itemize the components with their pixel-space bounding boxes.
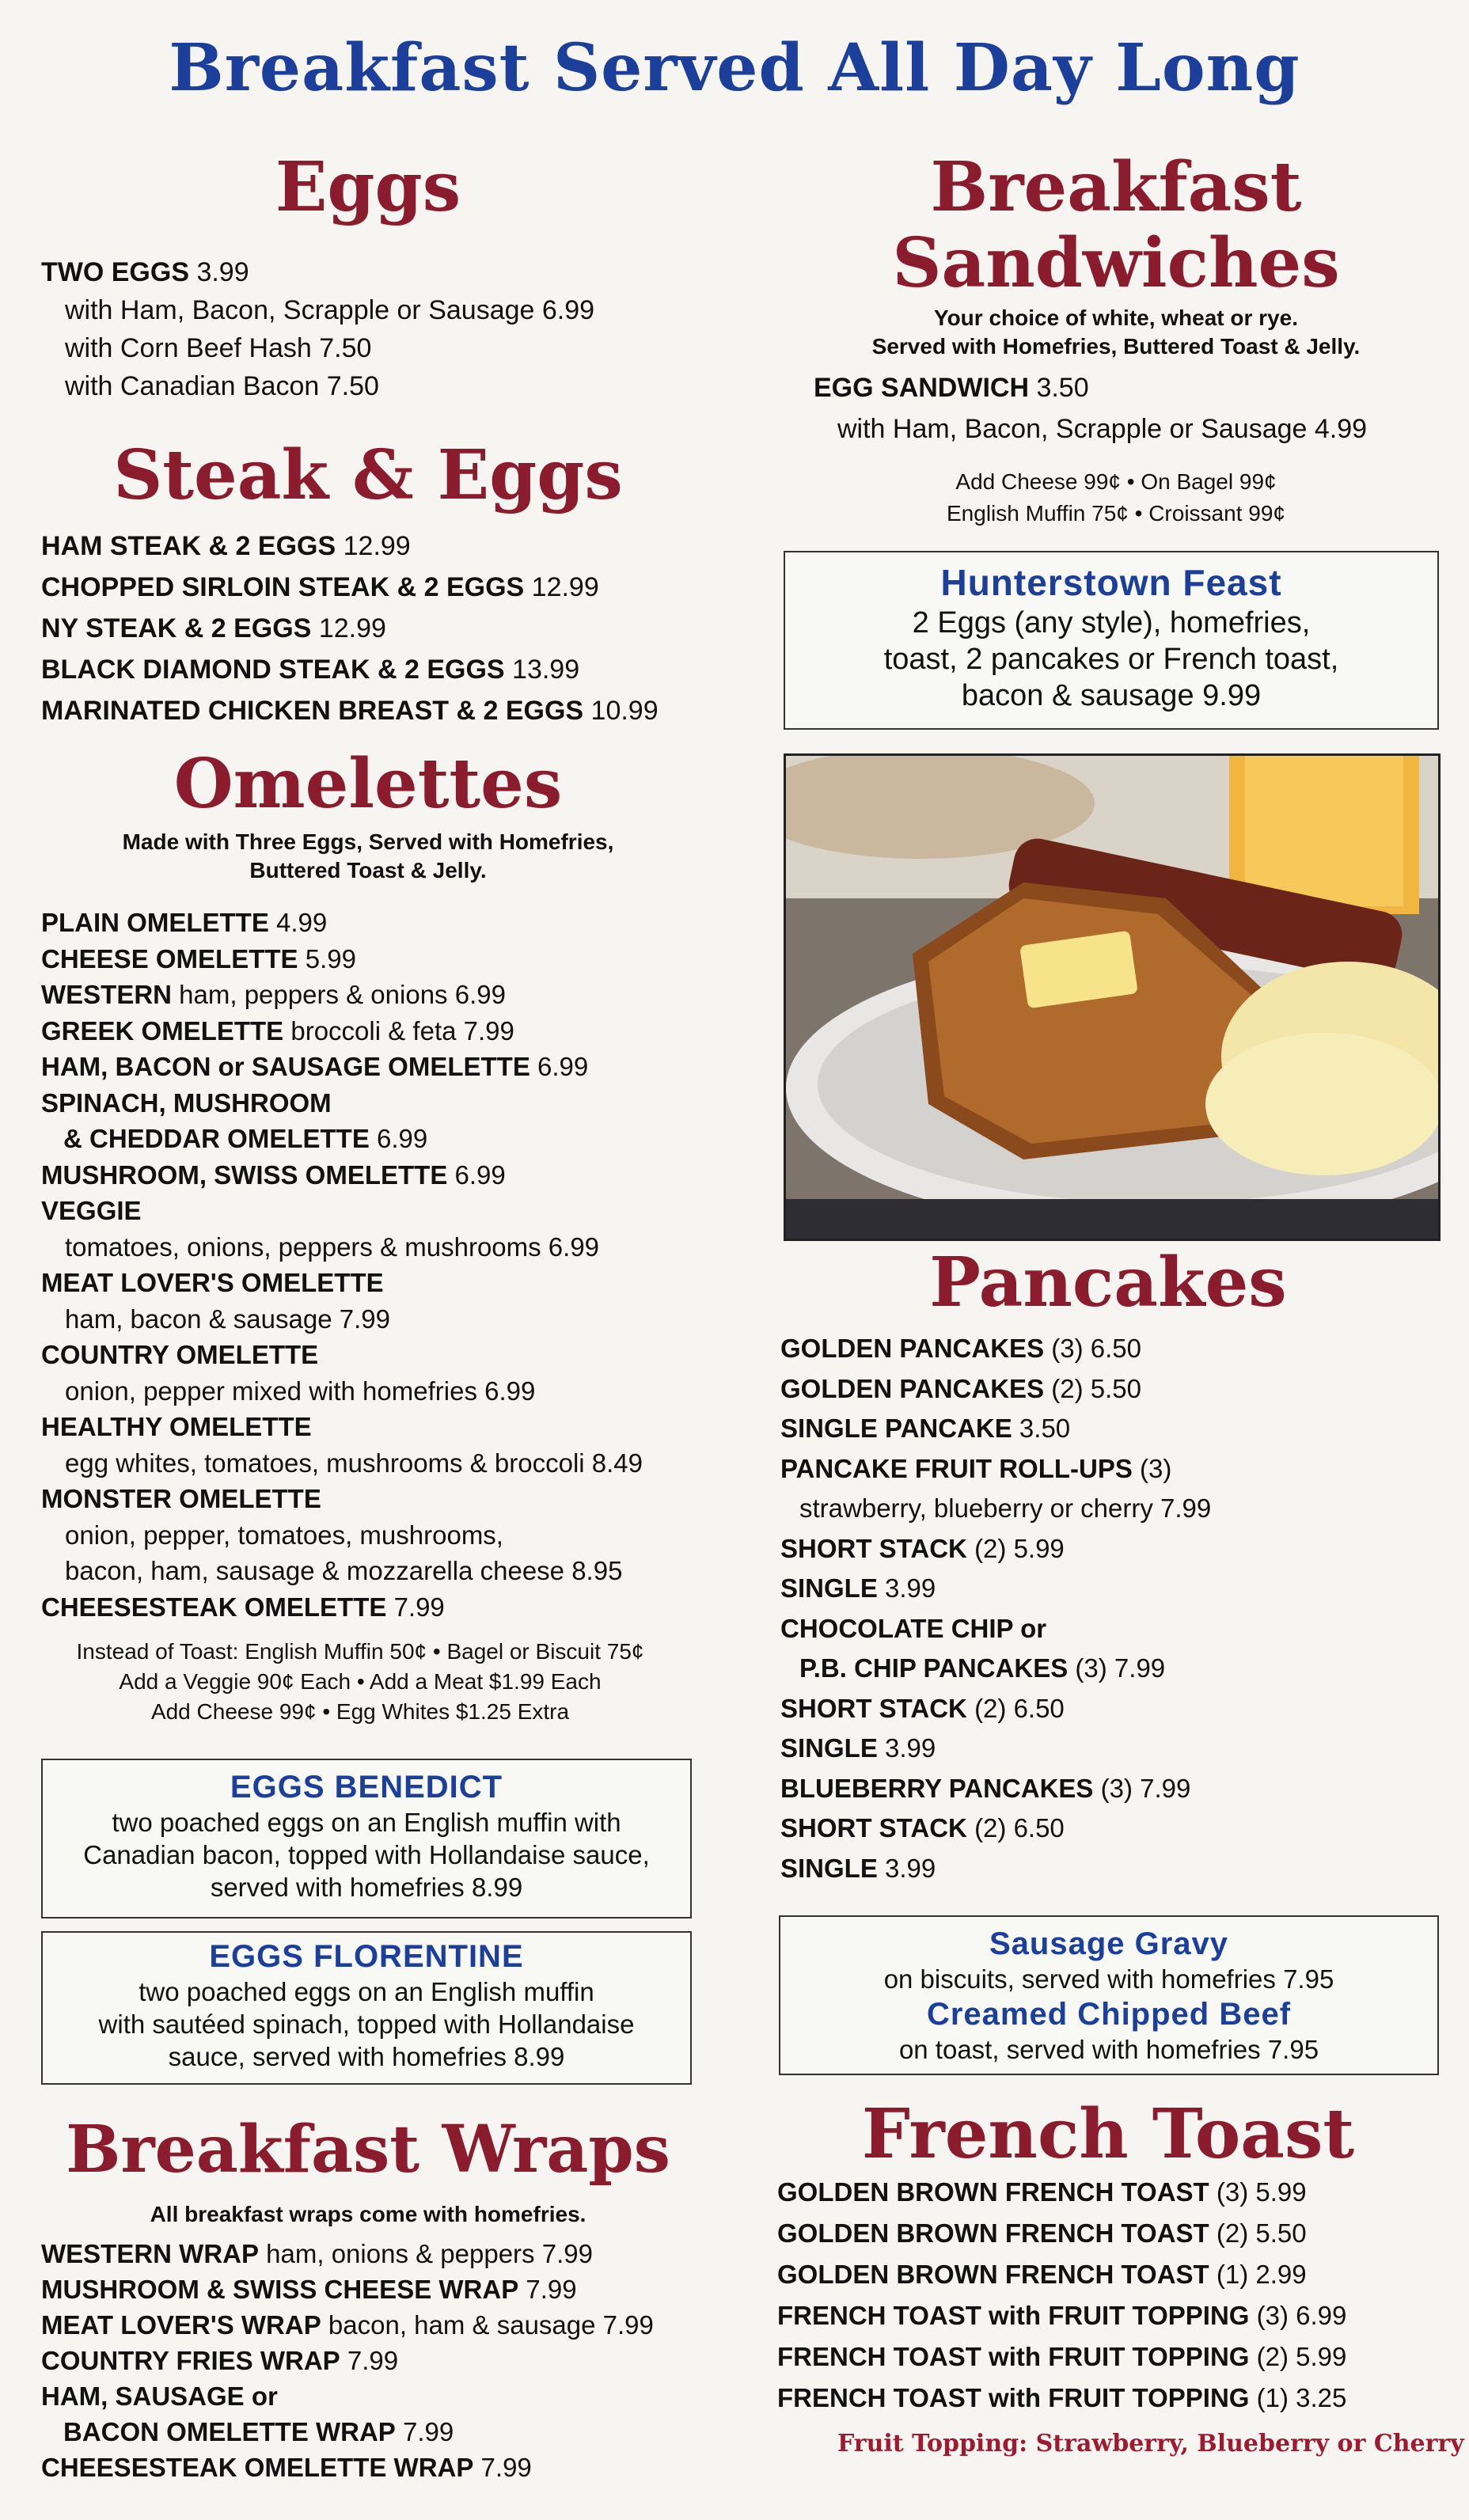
item-price: 6.99 (537, 1052, 589, 1081)
item-name: CHOCOLATE CHIP or (780, 1613, 1047, 1643)
item-name: HAM, SAUSAGE or (41, 2381, 278, 2411)
item-description: onion, pepper, tomatoes, mushrooms, (65, 1520, 503, 1550)
sausage-gravy-title: Sausage Gravy (989, 1926, 1229, 1961)
item-description: with Corn Beef Hash 7.50 (65, 333, 372, 363)
item-name: EGG SANDWICH (814, 373, 1029, 403)
item-price: 3.99 (885, 1853, 936, 1883)
item-name: MUSHROOM & SWISS CHEESE WRAP (41, 2275, 519, 2304)
item-name: TWO EGGS (41, 257, 189, 287)
item-name: CHEESE OMELETTE (41, 943, 298, 973)
omelettes-note-2: Buttered Toast & Jelly. (249, 858, 487, 882)
menu-item (41, 1086, 332, 1121)
menu-item (780, 1331, 1141, 1366)
item-name: SHORT STACK (780, 1693, 967, 1723)
item-price: 7.99 (403, 2417, 454, 2446)
item-price: 6.99 (377, 1124, 428, 1153)
pancakes-heading: Pancakes (929, 1243, 1287, 1323)
item-price: (3) (1140, 1453, 1172, 1483)
omelettes-note: Made with Three Eggs, Served with Homefries, (122, 829, 614, 854)
item-name: MUSHROOM, SWISS OMELETTE (41, 1159, 448, 1190)
menu-item (780, 1611, 1046, 1646)
menu-item (780, 1731, 936, 1766)
item-name: GOLDEN BROWN FRENCH TOAST (777, 2218, 1209, 2248)
eggs-benedict-title: EGGS BENEDICT (230, 1770, 503, 1805)
item-price: (2) 5.99 (1256, 2342, 1347, 2371)
item-price: (3) 6.99 (1256, 2301, 1347, 2330)
item-price: (3) 5.99 (1216, 2177, 1307, 2207)
item-name: GREEK OMELETTE (41, 1015, 284, 1046)
menu-item (41, 255, 249, 290)
item-price: 7.99 (347, 2346, 399, 2375)
breakfast-wraps-heading: Breakfast Wraps (66, 2112, 670, 2188)
item-price: 13.99 (512, 655, 580, 685)
menu-item (41, 942, 356, 977)
item-price: ham, onions & peppers 7.99 (266, 2239, 593, 2268)
item-price: (3) 7.99 (1075, 1653, 1166, 1683)
menu-item (41, 1194, 142, 1228)
item-name: SHORT STACK (780, 1813, 967, 1843)
creamed-chipped-beef-title: Creamed Chipped Beef (926, 1997, 1292, 2032)
menu-item (799, 1651, 1165, 1686)
item-name: NY STEAK & 2 EGGS (41, 613, 312, 643)
item-name: VEGGIE (41, 1196, 142, 1225)
item-price: 3.99 (196, 257, 249, 287)
menu-item (41, 2379, 278, 2414)
menu-item (41, 1158, 506, 1193)
item-price: (2) 6.50 (974, 1813, 1065, 1843)
menu-item (41, 693, 659, 728)
item-name: SINGLE (780, 1853, 878, 1883)
eggs-heading: Eggs (275, 147, 461, 227)
item-name: & CHEDDAR OMELETTE (63, 1124, 370, 1153)
item-price: 7.99 (480, 2453, 532, 2482)
item-price: 3.99 (885, 1573, 936, 1603)
menu-item (780, 1811, 1065, 1846)
menu-item (41, 977, 506, 1012)
item-price: 3.50 (1019, 1414, 1071, 1443)
menu-item (780, 1771, 1190, 1806)
item-name: SPINACH, MUSHROOM (41, 1087, 332, 1118)
eggs-florentine-title: EGGS FLORENTINE (209, 1939, 524, 1974)
item-price: 3.50 (1036, 373, 1089, 403)
omelettes-addon: Add Cheese 99¢ • Egg Whites $1.25 Extra (150, 1699, 570, 1724)
item-name: GOLDEN PANCAKES (780, 1373, 1045, 1403)
menu-item (780, 1851, 936, 1886)
item-description: strawberry, blueberry or cherry 7.99 (799, 1493, 1212, 1523)
menu-item (780, 1531, 1065, 1566)
menu-item (780, 1571, 936, 1606)
menu-item (41, 1049, 588, 1084)
item-name: WESTERN WRAP (41, 2239, 259, 2268)
menu-item (780, 1411, 1070, 1446)
menu-item (780, 1691, 1065, 1726)
item-name: FRENCH TOAST with FRUIT TOPPING (777, 2342, 1250, 2371)
item-name: GOLDEN BROWN FRENCH TOAST (777, 2177, 1209, 2207)
hunterstown-feast-desc: 2 Eggs (any style), homefries, (912, 606, 1311, 639)
item-name: WESTERN (41, 980, 172, 1009)
item-name: HEALTHY OMELETTE (41, 1412, 312, 1441)
item-name: HAM, BACON or SAUSAGE OMELETTE (41, 1052, 530, 1081)
omelettes-addon: Add a Veggie 90¢ Each • Add a Meat $1.99 Each (119, 1669, 602, 1694)
menu-item (777, 2257, 1307, 2292)
item-name: COUNTRY FRIES WRAP (41, 2346, 340, 2375)
item-description: with Ham, Bacon, Scrapple or Sausage 6.99 (65, 295, 595, 325)
item-name: FRENCH TOAST with FRUIT TOPPING (777, 2383, 1250, 2412)
eggs-florentine-desc: sauce, served with homefries 8.99 (168, 2042, 565, 2071)
item-price: 6.99 (454, 1159, 506, 1190)
menu-item (41, 652, 579, 687)
menu-item (41, 1266, 384, 1300)
item-name: BLUEBERRY PANCAKES (780, 1773, 1094, 1803)
hunterstown-feast-desc: bacon & sausage 9.99 (961, 679, 1262, 712)
wraps-note: All breakfast wraps come with homefries. (150, 2202, 586, 2226)
menu-item (777, 2216, 1307, 2251)
sausage-gravy-box (779, 1915, 1439, 2075)
eggs-florentine-box (41, 1931, 692, 2085)
menu-item (777, 2340, 1346, 2374)
item-name: PANCAKE FRUIT ROLL-UPS (780, 1453, 1133, 1483)
item-price: 7.99 (393, 1592, 445, 1622)
menu-item (41, 1590, 445, 1625)
menu-item (777, 2381, 1346, 2416)
eggs-benedict-desc: Canadian bacon, topped with Hollandaise sauce, (83, 1840, 650, 1869)
item-price: 10.99 (590, 696, 659, 726)
item-price: 12.99 (318, 613, 386, 643)
hunterstown-feast-desc: toast, 2 pancakes or French toast, (883, 643, 1339, 676)
eggs-benedict-desc: two poached eggs on an English muffin with (112, 1808, 621, 1837)
eggs-florentine-desc: two poached eggs on an English muffin (139, 1977, 594, 2006)
item-description: bacon, ham, sausage & mozzarella cheese 8.95 (65, 1556, 623, 1585)
omelettes-addon: Instead of Toast: English Muffin 50¢ • Bagel or Biscuit 75¢ (76, 1639, 644, 1664)
menu-item (41, 1482, 321, 1516)
item-price: (2) 5.99 (974, 1533, 1065, 1563)
sandwiches-note: Your choice of white, wheat or rye. (933, 306, 1299, 330)
menu-item (41, 2308, 654, 2343)
item-price: (3) 7.99 (1100, 1773, 1191, 1803)
menu-item (780, 1372, 1141, 1406)
item-name: MONSTER OMELETTE (41, 1484, 321, 1513)
menu-item (41, 1014, 514, 1049)
item-name: MEAT LOVER'S OMELETTE (41, 1268, 384, 1297)
item-name: MEAT LOVER'S WRAP (41, 2310, 321, 2340)
item-description: with Canadian Bacon 7.50 (65, 371, 379, 401)
eggs-benedict-desc: served with homefries 8.99 (210, 1873, 523, 1902)
menu-item (41, 529, 411, 564)
item-price: broccoli & feta 7.99 (290, 1015, 514, 1046)
menu-item (41, 2237, 593, 2271)
item-price: (2) 5.50 (1216, 2218, 1307, 2248)
item-price: (2) 6.50 (974, 1693, 1065, 1723)
sandwiches-heading: Sandwiches (892, 223, 1340, 303)
menu-item (41, 905, 327, 940)
menu-item (41, 1338, 318, 1372)
item-price: (1) 2.99 (1216, 2260, 1307, 2289)
omelettes-heading: Omelettes (173, 744, 563, 824)
item-name: BLACK DIAMOND STEAK & 2 EGGS (41, 655, 505, 685)
item-description: egg whites, tomatoes, mushrooms & broccoli 8.49 (65, 1448, 643, 1478)
item-price: (2) 5.50 (1051, 1373, 1141, 1403)
sandwiches-addon: Add Cheese 99¢ • On Bagel 99¢ (955, 469, 1277, 494)
item-name: CHEESESTEAK OMELETTE (41, 1592, 387, 1622)
menu-item (41, 2272, 577, 2307)
menu-item (777, 2298, 1346, 2333)
sandwiches-addon: English Muffin 75¢ • Croissant 99¢ (947, 501, 1285, 526)
menu-item (63, 2415, 454, 2450)
item-name: FRENCH TOAST with FRUIT TOPPING (777, 2301, 1250, 2330)
steak-eggs-heading: Steak & Eggs (113, 435, 623, 515)
item-name: SINGLE (780, 1573, 878, 1603)
item-name: BACON OMELETTE WRAP (63, 2417, 396, 2446)
eggs-benedict-box (41, 1759, 692, 1918)
item-price: bacon, ham & sausage 7.99 (328, 2310, 654, 2340)
item-price: 5.99 (305, 943, 356, 973)
egg-sandwich-item (814, 370, 1089, 405)
hunterstown-feast-box (784, 551, 1439, 730)
item-name: CHOPPED SIRLOIN STEAK & 2 EGGS (41, 572, 525, 602)
menu-item (41, 611, 386, 646)
menu-item (41, 2344, 398, 2378)
egg-sandwich-sub: with Ham, Bacon, Scrapple or Sausage 4.99 (837, 414, 1368, 444)
menu-item (41, 1410, 312, 1444)
french-toast-photo-art (786, 756, 1438, 1239)
item-price: 12.99 (531, 572, 599, 602)
item-name: COUNTRY OMELETTE (41, 1340, 319, 1369)
item-description: ham, bacon & sausage 7.99 (65, 1304, 390, 1334)
item-price: 12.99 (343, 531, 411, 561)
page-title: Breakfast Served All Day Long (169, 30, 1300, 106)
item-name: MARINATED CHICKEN BREAST & 2 EGGS (41, 696, 584, 726)
item-price: 4.99 (276, 908, 328, 937)
item-name: CHEESESTEAK OMELETTE WRAP (41, 2453, 474, 2482)
item-description: onion, pepper mixed with homefries 6.99 (65, 1376, 536, 1406)
fruit-topping-footnote: Fruit Topping: Strawberry, Blueberry or Cherry (837, 2430, 1464, 2457)
french-toast-photo (784, 753, 1441, 1241)
item-name: P.B. CHIP PANCAKES (799, 1653, 1069, 1683)
menu-item (63, 1121, 427, 1156)
item-price: 7.99 (526, 2275, 577, 2304)
item-name: GOLDEN BROWN FRENCH TOAST (777, 2260, 1209, 2289)
item-name: GOLDEN PANCAKES (780, 1334, 1045, 1363)
item-price: ham, peppers & onions 6.99 (179, 980, 506, 1009)
eggs-florentine-desc: with sautéed spinach, topped with Hollandaise (98, 2010, 635, 2039)
menu-item (41, 2450, 532, 2485)
hunterstown-feast-title: Hunterstown Feast (940, 562, 1282, 603)
item-price: 3.99 (885, 1733, 936, 1763)
item-name: SINGLE (780, 1733, 878, 1763)
item-price: (3) 6.50 (1051, 1334, 1141, 1363)
item-description: tomatoes, onions, peppers & mushrooms 6.99 (65, 1232, 600, 1262)
menu-item (41, 570, 599, 605)
item-name: SINGLE PANCAKE (780, 1414, 1012, 1443)
creamed-chipped-beef-desc: on toast, served with homefries 7.95 (898, 2035, 1319, 2064)
sausage-gravy-desc: on biscuits, served with homefries 7.95 (883, 1964, 1334, 1994)
french-toast-heading: French Toast (861, 2094, 1355, 2174)
item-name: PLAIN OMELETTE (41, 908, 269, 937)
sandwiches-note: Served with Homefries, Buttered Toast & Jelly. (871, 334, 1361, 359)
menu-item (777, 2175, 1307, 2210)
item-name: SHORT STACK (780, 1533, 967, 1563)
item-name: HAM STEAK & 2 EGGS (41, 531, 336, 561)
item-price: (1) 3.25 (1256, 2383, 1347, 2412)
sandwiches-heading: Breakfast (930, 147, 1302, 227)
menu-item (780, 1452, 1171, 1486)
